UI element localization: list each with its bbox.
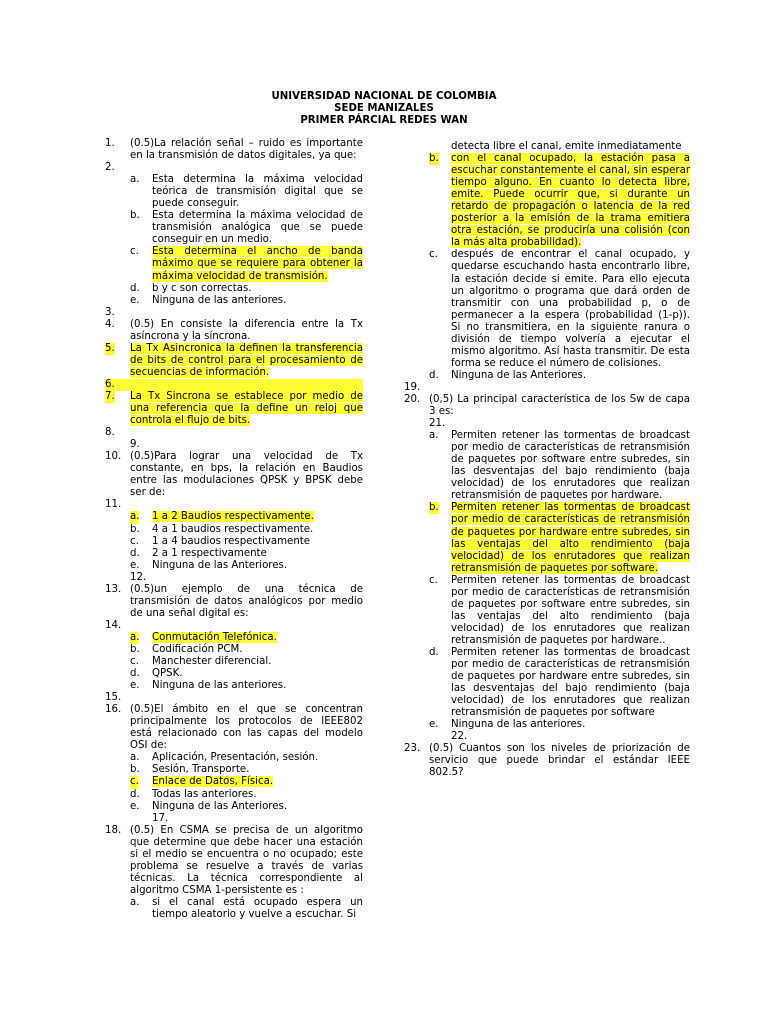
item-number: 4. (105, 318, 115, 330)
item-text-content: 1 a 4 baudios respectivamente (152, 535, 311, 547)
item-text-content: detecta libre el canal, emite inmediatamente (451, 141, 682, 152)
item-text (152, 283, 363, 295)
answer-option (105, 813, 363, 825)
item-text-content: Ninguna de las Anteriores. (451, 369, 587, 381)
item-text-content: Ninguna de las Anteriores. (152, 559, 288, 571)
item-text-content: (0.5) Cuantos son los niveles de priorización de servicio que puede brindar el estándar IEEE 802.5? (429, 743, 690, 779)
item-text (451, 249, 690, 369)
answer-option (105, 511, 363, 523)
item-text (429, 394, 690, 418)
item-text (451, 647, 690, 719)
item-text-content: Esta determina la máxima velocidad de transmisión analógica que se puede conseguir en un medio. (152, 210, 363, 246)
item-text-content: Codificación PCM. (152, 643, 243, 655)
item-number: d. (130, 547, 140, 559)
item-text-content: Permiten retener las tormentas de broadcast por medio de características de retransmisión de paquetes por software entre subredes, sin las ventajas del alto rendimiento (baja velocidad) de los enrutadores que realizan retransmisión de paquetes por hardware.. (451, 574, 690, 646)
item-number: b. (130, 523, 140, 535)
item-text-content (130, 499, 133, 510)
item-number: d. (130, 788, 140, 800)
item-text (152, 680, 363, 692)
item-number: c. (130, 776, 139, 788)
item-text (451, 575, 690, 647)
item-text-content: Ninguna de las anteriores. (451, 719, 586, 731)
item-text (130, 379, 363, 391)
answer-option (105, 210, 363, 246)
question-item (105, 379, 363, 391)
item-number: b. (130, 764, 140, 776)
item-text (130, 138, 363, 162)
item-text-content: Manchester diferencial. (152, 656, 272, 668)
item-number: b. (130, 210, 140, 222)
answer-option (105, 789, 363, 801)
answer-option (105, 656, 363, 668)
item-text (451, 430, 690, 502)
item-text (152, 536, 363, 548)
item-number: 2. (105, 162, 115, 174)
item-text (152, 897, 363, 921)
question-item (404, 382, 690, 394)
answer-option (105, 764, 363, 776)
item-text-content (130, 162, 133, 173)
item-number: 6. (105, 378, 115, 390)
answer-option (404, 249, 690, 369)
item-text (152, 644, 363, 656)
item-text (429, 743, 690, 779)
item-text (130, 427, 363, 439)
item-text (152, 764, 363, 776)
item-text (130, 307, 363, 319)
question-item (105, 162, 363, 174)
item-number: e. (130, 680, 140, 692)
item-text (451, 153, 690, 249)
exam-title: PRIMER PÁRCIAL REDES WAN (300, 114, 468, 126)
item-number: 3. (105, 306, 115, 318)
right-column (404, 141, 690, 779)
answer-option (105, 548, 363, 560)
item-text-content: Permiten retener las tormentas de broadcast por medio de características de retransmisión de paquetes por hardware entre subredes, sin las desventajas del bajo rendimiento (baja velocidad) de los enrutadores que realizan retransmisión de paquetes por software (451, 646, 690, 719)
highlighted-text: Esta determina el ancho de banda máximo que se requiere para obtener la máxima velocidad de transmisión. (152, 246, 363, 282)
item-text (130, 499, 363, 511)
item-number: b. (429, 153, 439, 165)
item-text-content: Esta determina la máxima velocidad teórica de transmisión digital que se puede conseguir. (152, 174, 363, 210)
item-number: c. (429, 249, 438, 261)
question-item (105, 584, 363, 620)
item-number: 11. (105, 499, 122, 511)
item-text (451, 502, 690, 574)
item-text (152, 813, 363, 825)
answer-option (404, 370, 690, 382)
answer-option (105, 776, 363, 788)
answer-option (105, 536, 363, 548)
item-text (451, 719, 690, 731)
answer-option (404, 153, 690, 249)
item-text (130, 704, 363, 752)
item-text-content: 4 a 1 baudios respectivamente. (152, 523, 314, 535)
item-text-content: (0.5) En consiste la diferencia entre la Tx asíncrona y la síncrona. (130, 318, 363, 342)
item-number: 13. (105, 583, 122, 595)
item-number: 19. (404, 381, 421, 393)
item-text-content: 21. (429, 418, 446, 430)
item-text-content: QPSK. (152, 668, 183, 680)
item-number: 16. (105, 704, 122, 716)
item-text-content: (0.5)Para lograr una velocidad de Tx constante, en bps, la relación en Baudios entre las modulaciones QPSK y BPSK debe ser de: (130, 451, 363, 499)
item-text (152, 548, 363, 560)
item-number: c. (130, 246, 139, 258)
item-number: e. (130, 800, 140, 812)
question-item (404, 394, 690, 418)
item-number: 1. (105, 138, 115, 149)
item-text-content: Ninguna de las Anteriores. (152, 800, 288, 812)
question-item (105, 451, 363, 499)
item-number: b. (429, 502, 439, 514)
item-number: a. (130, 752, 140, 764)
answer-option (404, 575, 690, 647)
item-text (152, 524, 363, 536)
item-number: d. (130, 282, 140, 294)
item-number: 10. (105, 451, 122, 463)
item-text-content: Ninguna de las anteriores. (152, 294, 287, 306)
question-item (105, 825, 363, 897)
item-text (130, 825, 363, 897)
item-text (130, 391, 363, 427)
item-number: e. (429, 719, 439, 731)
highlighted-text: Conmutación Telefónica. (152, 631, 277, 643)
item-text (130, 162, 363, 174)
item-text-content: si el canal está ocupado espera un tiempo aleatorio y vuelve a escuchar. Si (152, 896, 363, 920)
item-text-content (130, 620, 133, 631)
answer-option (105, 295, 363, 307)
item-text (130, 692, 363, 704)
item-text (152, 668, 363, 680)
university-name: UNIVERSIDAD NACIONAL DE COLOMBIA (271, 91, 497, 102)
item-text-content: (0.5)El ámbito en el que se concentran principalmente los protocolos de IEEE802 está relacionado con las capas del modelo OSI de: (130, 704, 363, 752)
item-text-content: (0.5)un ejemplo de una técnica de transmisión de datos analógicos por medio de una señal digital es: (130, 583, 363, 619)
item-number: d. (130, 668, 140, 680)
item-text-content: (0.5) En CSMA se precisa de un algoritmo que determine que debe hacer una estación si el medio se encuentra o no ocupado; este problema se resuelve a través de varias técnicas. La técnica correspondiente al algoritmo CSMA 1-persistente es : (130, 824, 363, 896)
item-text (429, 418, 690, 430)
item-text-content: 17. (152, 812, 169, 824)
campus-name: SEDE MANIZALES (334, 102, 434, 114)
item-text (152, 210, 363, 246)
item-text-content: (0,5) La principal característica de los Sw de capa 3 es: (429, 393, 690, 418)
highlighted-text: 1 a 2 Baudios respectivamente. (152, 511, 314, 523)
item-text-content: después de encontrar el canal ocupado, y quedarse escuchando hasta encontrarlo libre, la estación decide si emite. Para ello ejecuta un algoritmo o programa que dará orden de transmitir con una probabilidad p, o de permanecer a la espera (probabilidad (1-p)). Si no transmitiera, en la siguiente ranura o división de tiempo volvería a ejecutar el mismo algoritmo. Así hasta transmitir. De esta forma se reduce el número de colisiones. (451, 249, 690, 369)
item-number: 14. (105, 619, 122, 631)
question-item (105, 307, 363, 319)
item-text-content: 12. (130, 571, 147, 583)
item-text (130, 319, 363, 343)
item-text-content (130, 307, 133, 318)
answer-option (105, 680, 363, 692)
highlighted-text: con el canal ocupado, la estación pasa a escuchar constantemente el canal, sin esperar tiempo alguno. En cuanto lo detecta libre, emite. Puede ocurrir que, si durante un retardo de propagación o latencia de la red posterior a la emisión de la trama emitiera otra estación, se produciría una colisión (con la más alta probabilidad). (451, 153, 691, 249)
answer-option (105, 246, 363, 282)
item-text-content: Aplicación, Presentación, sesión. (152, 752, 319, 764)
answer-option (404, 731, 690, 743)
item-number: a. (130, 896, 140, 908)
item-text-content: Todas las anteriores. (152, 788, 257, 800)
item-text (152, 656, 363, 668)
item-number: d. (429, 369, 439, 381)
answer-option (105, 668, 363, 680)
question-item (404, 418, 690, 430)
question-item (105, 572, 363, 584)
question-item (105, 391, 363, 427)
item-number: c. (429, 574, 438, 586)
question-item (105, 620, 363, 632)
item-text (130, 584, 363, 620)
item-text (451, 141, 690, 153)
item-number: e. (130, 294, 140, 306)
item-text-content: b y c son correctas. (152, 282, 252, 294)
item-text (152, 174, 363, 210)
item-text-content: (0.5)La relación señal – ruido es importante en la transmisión de datos digitales, ya que: (130, 138, 363, 162)
answer-option (105, 560, 363, 572)
question-item (105, 343, 363, 379)
item-number: c. (130, 535, 139, 547)
highlighted-text (130, 379, 133, 390)
item-number: b. (130, 643, 140, 655)
document-header (0, 91, 768, 126)
item-text (130, 343, 363, 379)
answer-option (105, 752, 363, 764)
item-number: 23. (404, 743, 421, 755)
item-text (130, 451, 363, 499)
item-number: 7. (105, 390, 115, 402)
question-item (105, 138, 363, 162)
item-number: 18. (105, 824, 122, 836)
answer-option (105, 801, 363, 813)
question-item (105, 692, 363, 704)
item-text-content (130, 427, 133, 438)
item-text (130, 572, 363, 584)
item-number: c. (130, 656, 139, 668)
item-number: 8. (105, 427, 115, 439)
item-number: d. (429, 646, 439, 658)
question-item (105, 427, 363, 439)
item-text-content: 22. (451, 731, 468, 743)
item-text-content: 9. (130, 439, 140, 451)
item-text-content: 2 a 1 respectivamente (152, 547, 267, 559)
item-number: 15. (105, 692, 122, 704)
answer-option (404, 430, 690, 502)
item-text-content (429, 382, 432, 393)
item-text (429, 382, 690, 394)
item-text (152, 632, 363, 644)
answer-option (105, 524, 363, 536)
item-number: a. (130, 511, 140, 523)
item-number: 20. (404, 393, 421, 405)
item-number: e. (130, 559, 140, 571)
highlighted-text: La Tx Sincrona se establece por medio de una referencia que la define un reloj que controla el flujo de bits. (130, 390, 363, 427)
item-text (152, 789, 363, 801)
item-text-content (130, 692, 133, 703)
item-text (152, 246, 363, 282)
item-text (152, 295, 363, 307)
answer-option (105, 632, 363, 644)
question-item (105, 439, 363, 451)
answer-option (105, 283, 363, 295)
item-text (451, 731, 690, 743)
answer-option (404, 719, 690, 731)
highlighted-text: Enlace de Datos, Física. (152, 776, 274, 788)
item-text (152, 752, 363, 764)
item-text (130, 620, 363, 632)
answer-option (105, 897, 363, 921)
answer-option (404, 141, 690, 153)
item-text (152, 776, 363, 788)
item-text-content: Ninguna de las anteriores. (152, 680, 287, 692)
question-item (105, 319, 363, 343)
item-number: a. (429, 430, 439, 442)
answer-option (105, 174, 363, 210)
item-text-content: Sesión, Transporte. (152, 764, 250, 776)
question-item (404, 743, 690, 779)
item-number: a. (130, 631, 140, 643)
question-item (105, 499, 363, 511)
item-text (152, 801, 363, 813)
left-column (105, 138, 363, 921)
item-text (152, 560, 363, 572)
item-number: a. (130, 174, 140, 186)
answer-option (404, 647, 690, 719)
item-text-content: Permiten retener las tormentas de broadcast por medio de características de retransmisión de paquetes por software entre subredes, sin las desventajas del bajo rendimiento (baja velocidad) de los enrutadores que realizan retransmisión de paquetes por hardware. (451, 430, 690, 502)
item-text (152, 511, 363, 523)
highlighted-text: Permiten retener las tormentas de broadcast por medio de características de retransmisión de paquetes por hardware entre subredes, sin las ventajas del alto rendimiento (baja velocidad) de los enrutadores que realizan retransmisión de paquetes por software. (451, 502, 690, 574)
answer-option (105, 644, 363, 656)
item-text (130, 439, 363, 451)
item-number: 5. (105, 342, 115, 354)
answer-option (404, 502, 690, 574)
item-text (451, 370, 690, 382)
question-item (105, 704, 363, 752)
highlighted-text: La Tx Asincronica la definen la transferencia de bits de control para el procesamiento de secuencias de información. (130, 342, 363, 378)
